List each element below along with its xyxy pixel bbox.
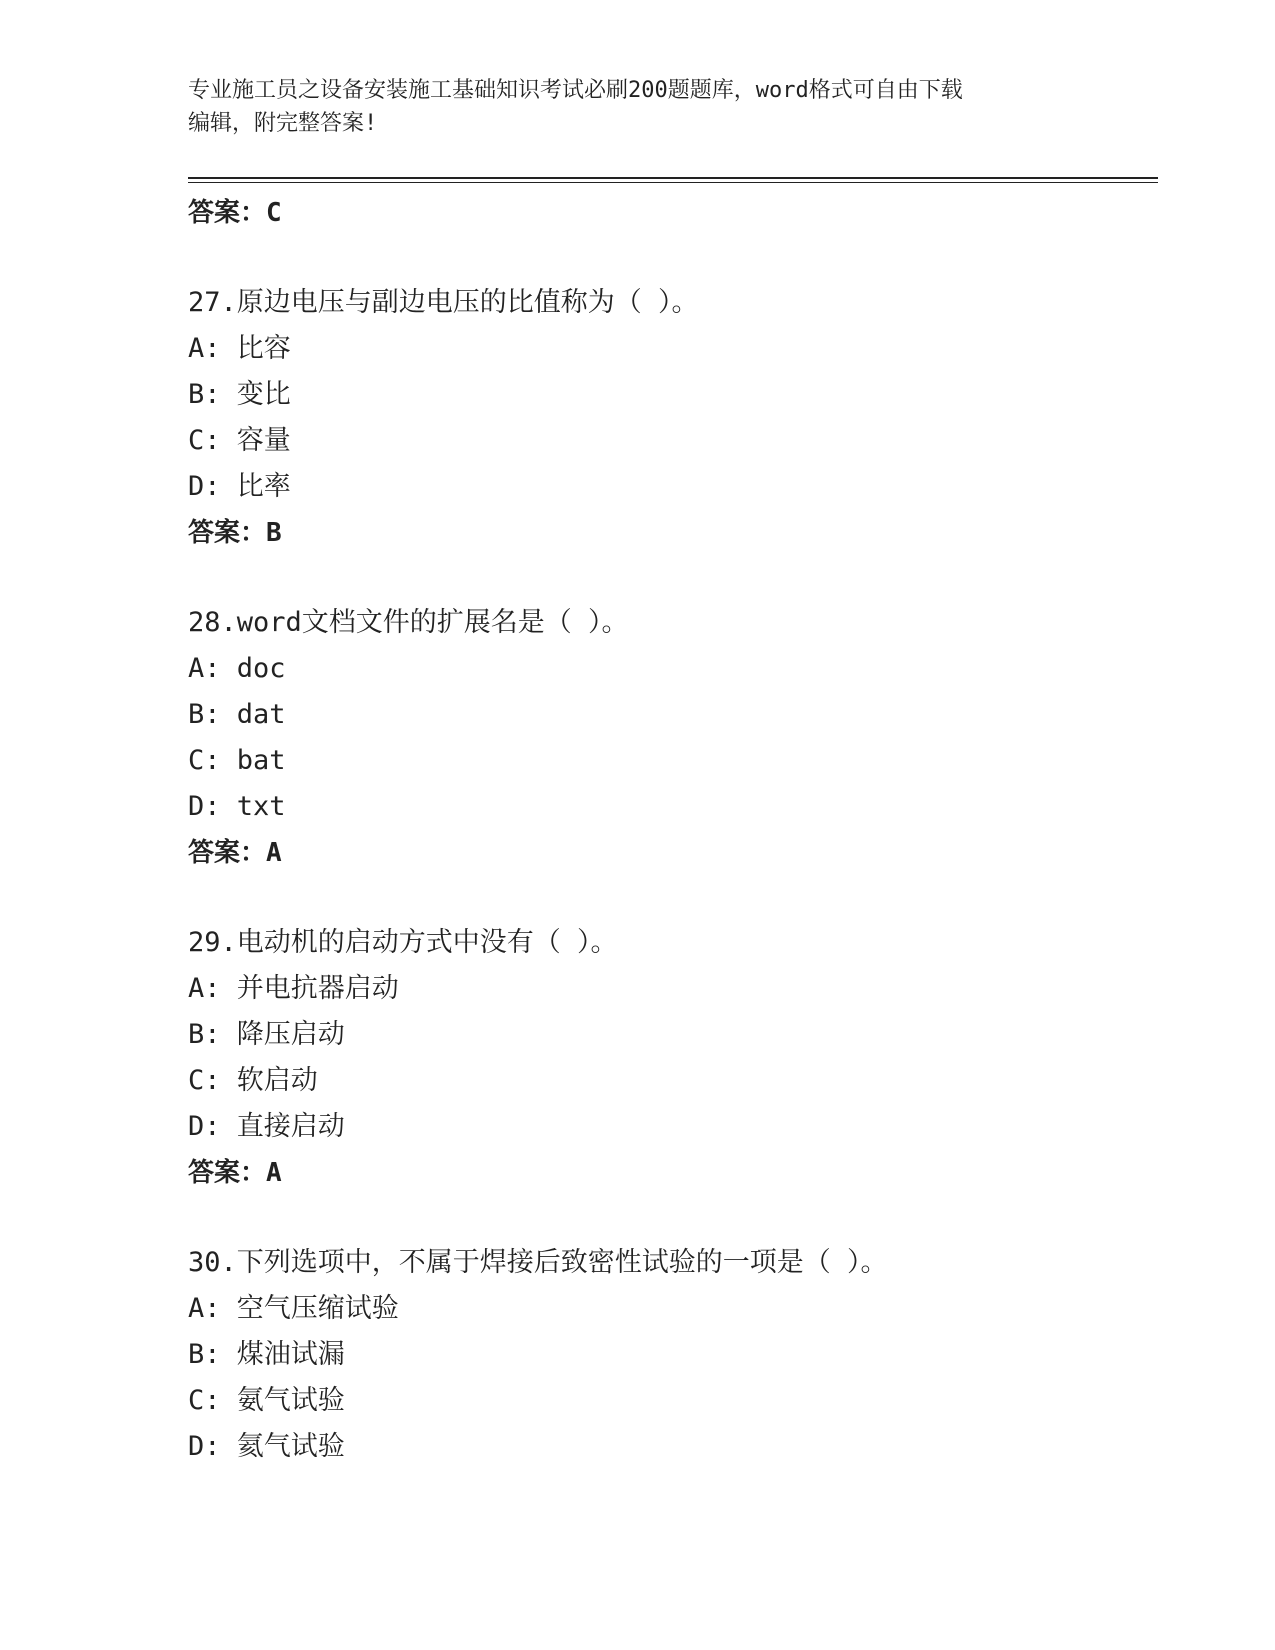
option-d: D: 氦气试验 xyxy=(188,1431,345,1462)
option-d: D: 直接启动 xyxy=(188,1111,345,1142)
option-c: C: 氨气试验 xyxy=(188,1385,345,1416)
spacer xyxy=(188,876,1148,920)
question-text: 29.电动机的启动方式中没有（ ）。 xyxy=(188,927,618,958)
option-b: B: 煤油试漏 xyxy=(188,1339,345,1370)
option-a: A: 并电抗器启动 xyxy=(188,973,399,1004)
question-list xyxy=(188,190,1148,1470)
answer-line: 答案：B xyxy=(188,518,282,548)
header-line-1: 专业施工员之设备安装施工基础知识考试必刷200题题库，word格式可自由下载 xyxy=(188,78,963,103)
question-text: 27.原边电压与副边电压的比值称为（ ）。 xyxy=(188,287,699,318)
option-b: B: 降压启动 xyxy=(188,1019,345,1050)
answer-line: 答案：C xyxy=(188,198,282,228)
answer-line: 答案：A xyxy=(188,838,282,868)
spacer xyxy=(188,236,1148,280)
option-d: D: 比率 xyxy=(188,471,291,502)
option-c: C: 容量 xyxy=(188,425,291,456)
spacer xyxy=(188,556,1148,600)
document-header xyxy=(188,74,1068,140)
option-a: A: 比容 xyxy=(188,333,291,364)
header-divider-thick xyxy=(188,177,1158,179)
question-text: 30.下列选项中，不属于焊接后致密性试验的一项是（ ）。 xyxy=(188,1247,888,1278)
header-divider-thin xyxy=(188,182,1158,183)
spacer xyxy=(188,1196,1148,1240)
option-c: C: 软启动 xyxy=(188,1065,318,1096)
header-line-2: 编辑，附完整答案! xyxy=(188,111,378,136)
option-b: B: 变比 xyxy=(188,379,291,410)
answer-line: 答案：A xyxy=(188,1158,282,1188)
option-c: C: bat xyxy=(188,745,286,776)
option-a: A: doc xyxy=(188,653,286,684)
option-d: D: txt xyxy=(188,791,286,822)
option-b: B: dat xyxy=(188,699,286,730)
option-a: A: 空气压缩试验 xyxy=(188,1293,399,1324)
question-text: 28.word文档文件的扩展名是（ ）。 xyxy=(188,607,629,638)
